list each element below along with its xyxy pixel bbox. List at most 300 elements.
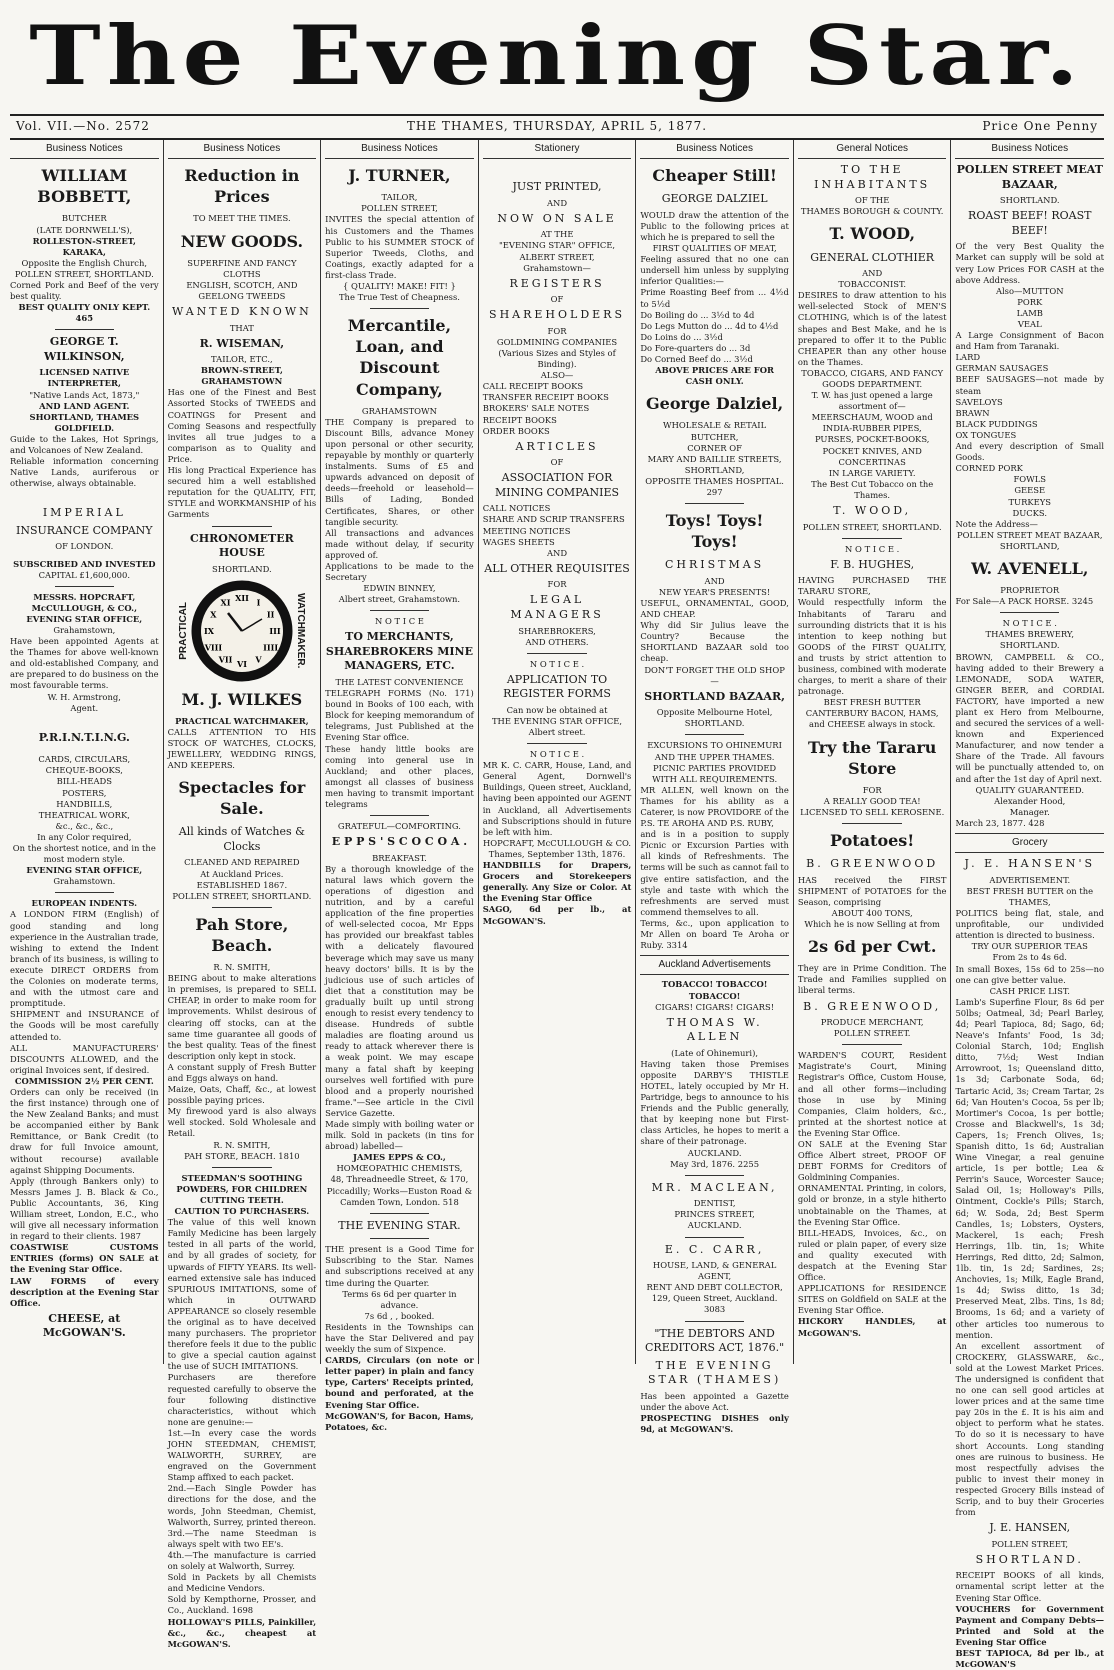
advert-text: ABOVE PRICES ARE FOR CASH ONLY. (655, 365, 775, 387)
advert-subheading: T. WOOD, (833, 504, 912, 517)
clock-right-label: WATCHMAKER. (295, 592, 307, 669)
advert-text: ESTABLISHED 1867. (196, 879, 288, 890)
advert-text: PICNIC PARTIES PROVIDED WITH ALL REQUIREMENTS. (652, 762, 778, 784)
divider (842, 538, 901, 539)
advert-text: CIGARS! CIGARS! CIGARS! (655, 1001, 775, 1012)
column-header: Business Notices (168, 140, 317, 159)
advert-text: COMMISSION 2½ PER CENT. (14, 1075, 154, 1086)
advert-text: ABOUT 400 TONS, (831, 907, 913, 918)
advert-text: A Large Consignment of Bacon and Ham from Taranaki. (955, 330, 1105, 352)
advert-text: Sold in Packets by all Chemists and Medicine Vendors. (167, 1572, 317, 1594)
advert-text: OF THE (855, 195, 890, 206)
advert-text: Has been appointed a Gazette under the above Act. (640, 1390, 789, 1412)
advert-text: SHIPMENT and INSURANCE of the Goods will be most carefully attended to. (10, 1009, 159, 1042)
advert-text: SAVELOYS (955, 396, 1003, 407)
advert-subheading: All kinds of Watches & Clocks (178, 825, 305, 853)
advert-text: &c., &c., &c., (55, 820, 114, 831)
advert-text: Which he is now Selling at from (804, 919, 940, 930)
advert-text: MEERSCHAUM, WOOD and INDIA-RUBBER PIPES, (811, 412, 933, 434)
advert-text: GERMAN SAUSAGES (955, 363, 1049, 374)
advert-text: Terms, &c., upon application to Mr Allen on board Te Aroha or Ruby. 3314 (640, 917, 789, 951)
column-header: Business Notices (640, 140, 789, 159)
advert-text: A LONDON FIRM (English) of good standing and long experience in the Australian trade, wishing to extend the Indent branch of its business, is willing to execute DIRECT ORDERS from the Colonies on moderate terms, and with the utmost care and promptitude. (10, 909, 159, 1009)
advert-text: T. W. has just opened a large assortment of— (811, 390, 933, 412)
advert-text: And every description of Small Goods. (955, 441, 1105, 463)
advert-text: Applications to be made to the Secretary (325, 560, 474, 583)
advert-text: BROWN-STREET, GRAHAMSTOWN (200, 365, 283, 387)
advert-text: AUCKLAND. (687, 1220, 742, 1231)
advert-text: THE LATEST CONVENIENCE (335, 677, 464, 687)
advert-text: OF (550, 294, 564, 305)
advert-text: IN LARGE VARIETY. (828, 467, 916, 478)
advert-text: TELEGRAPH FORMS (No. 171) bound in Books of 100 each, with Block for keeping memorandum of telegrams, Just Published at the Evening Star office. (325, 688, 474, 743)
advert-headline: Spectacles for Sale. (178, 778, 306, 819)
advert-text: WARDEN'S COURT, Resident Magistrate's Court, Mining Registrar's Office, Custom House, and all other forms—including those in use by Mining Companies, Claim holders, &c., printed at the shortest notice at the Evening Star Office. (797, 1050, 947, 1138)
advert-subheading: ALL OTHER REQUISITES (484, 561, 630, 575)
column-header: General Notices (798, 140, 947, 159)
divider (212, 526, 271, 527)
advert-text: BEING about to make alterations in premises, is prepared to SELL CHEAP, in order to make room for improvements. Whilst desirous of clearing off stocks, can at the same time guarantee all goods of the best quality. Teas of the finest description only kept in stock. (167, 973, 317, 1061)
advert-text: By a thorough knowledge of the natural laws which govern the operations of digestion and nutrition, and by a careful application of the fine properties of well-selected cocoa, Mr Epps has provided our breakfast tables with a delicately flavoured beverage which may save us many heavy doctors' bills. It is by the judicious use of such articles of diet that a constitution may be gradually built up until strong enough to resist every tendency to disease. Hundreds of subtle maladies are floating around us ready to attack wherever there is a weak point. We may escape many a fatal shaft by keeping ourselves well fortified with pure blood and a properly nourished frame."—See article in the Civil Service Gazette. (325, 863, 474, 1118)
advert-text: TO MEET THE TIMES. (193, 213, 291, 224)
advert-text: Why did Sir Julius leave the Country? Because the SHORTLAND BAZAAR sold too cheap. (640, 620, 789, 664)
advert-text: RECEIPT BOOKS of all kinds, ornamental script letter at the Evening Star Office. (955, 1570, 1105, 1603)
divider (55, 586, 114, 587)
section-subheader: Auckland Advertisements (640, 955, 789, 975)
advert-subheading: IMPERIAL (42, 506, 126, 520)
advert-headline: W. AVENELL, (971, 558, 1089, 578)
advert-text: These handy little books are coming into general use in Auckland; and other places, amongst all classes of business men having to transmit important telegrams (325, 743, 474, 810)
advert-text: At Auckland Prices. (200, 868, 284, 879)
column-6 (793, 140, 951, 1364)
advert-text: BILL-HEADS, Invoices, &c., on ruled or plain paper, of every size and quality executed with despatch at the Evening Star Office. (797, 1227, 947, 1283)
advert-text: CAPITAL £1,600,000. (38, 569, 130, 580)
advert-text: His long Practical Experience has secured him a well established reputation for the QUALITY, FIT, STYLE and WORKMANSHIP of his Garments (167, 465, 317, 520)
advert-text: ORDER BOOKS (482, 425, 550, 436)
advert-text: TOBACCO! TOBACCO! TOBACCO! (661, 979, 768, 1001)
advert-text: CANTERBURY BACON, HAMS, and CHEESE always in stock. (805, 708, 939, 730)
advert-text: Can now be obtained at (506, 704, 608, 715)
advert-subheading: SHORTLAND. (975, 1552, 1084, 1566)
advert-text: HICKORY HANDLES, at McGOWAN'S. (797, 1316, 947, 1338)
advert-text: FOR (547, 325, 567, 336)
divider (842, 1044, 901, 1045)
advert-text: TOBACCO, CIGARS, AND FANCY GOODS DEPARTMENT. (801, 367, 944, 389)
advert-text: Corned Pork and Beef of the very best quality. (10, 279, 159, 302)
advert-text: POLITICS being flat, stale, and unprofitable, our undivided attention is directed to business. (955, 908, 1105, 941)
advert-text: HOMŒOPATHIC CHEMISTS, (336, 1163, 463, 1174)
advert-text: Do Fore-quarters do ... 3d (640, 342, 751, 353)
advert-text: SHARE AND SCRIP TRANSFERS (482, 514, 625, 525)
advert-text: EUROPEAN INDENTS. (31, 898, 138, 909)
advert-text: OF (550, 457, 564, 468)
advert-text: R. N. SMITH, (213, 962, 271, 973)
advert-text: SHORTLAND. (684, 718, 745, 729)
advert-text: PROSPECTING DISHES only 9d, at McGOWAN'S. (640, 1412, 789, 1434)
advert-text: POLLEN STREET, SHORTLAND. (802, 521, 942, 532)
clock-left-label: PRACTICAL (177, 601, 189, 660)
advert-headline: WILLIAM BOBBETT, (37, 166, 132, 207)
advert-subheading: NOW ON SALE (497, 211, 617, 225)
advert-text: CARDS, CIRCULARS, (38, 754, 131, 765)
advert-text: { QUALITY! MAKE! FIT! } (343, 281, 456, 292)
advert-text: 2nd.—Each Single Powder has directions for the dose, and the words, John Steedman, Chemist, Walworth, Surrey, printed thereon. (167, 1483, 317, 1527)
advert-text: N O T I C E (374, 616, 424, 627)
advert-text: DUCKS. (1012, 507, 1048, 518)
advert-text: Agent. (70, 702, 99, 713)
advert-text: N O T I C E . (529, 658, 585, 669)
advert-text: Do Corned Beef do ... 3½d (640, 354, 753, 365)
advert-text: A constant supply of Fresh Butter and Eggs always on hand. (167, 1061, 317, 1083)
advert-text: BUTCHER (61, 213, 107, 224)
advert-text: R. N. SMITH, (213, 1139, 271, 1150)
advert-text: OX TONGUES (955, 429, 1017, 440)
advert-text: COASTWISE CUSTOMS ENTRIES (forms) ON SALE at the Evening Star Office. (10, 1242, 159, 1275)
advert-text: Grahamstown— (523, 262, 591, 273)
advert-text: TAILOR, ETC., (211, 354, 273, 365)
advert-text: CALLS ATTENTION TO HIS STOCK OF WATCHES, CLOCKS, JEWELLERY, WEDDING RINGS, AND KEEPERS. (167, 726, 317, 771)
advert-text: Orders can only be received (in the first instance) through one of the New Zealand Banks; and must be accompanied either by Bank Remittance, or Bank Credit (to draw for full Invoice amount, without recourse) available against Shipping Documents. (10, 1086, 159, 1175)
advert-text: From 2s to 4s 6d. (992, 952, 1067, 963)
divider (685, 1175, 744, 1176)
advert-text: TURKEYS (1008, 496, 1052, 507)
advert-subheading: "THE DEBTORS AND CREDITORS ACT, 1876." (645, 1326, 785, 1355)
advert-text: A REALLY GOOD TEA! (823, 795, 921, 806)
advert-text: STEEDMAN'S SOOTHING POWDERS, FOR CHILDREN CUTTING TEETH. (176, 1172, 308, 1205)
advert-text: FOR (862, 784, 882, 795)
advert-text: BREAKFAST. (372, 852, 427, 863)
advert-subheading: E P P S ' S C O C O A . (331, 835, 468, 849)
advert-text: POLLEN STREET, (361, 203, 438, 214)
column-header: Business Notices (325, 140, 474, 159)
advert-text: BROWN, CAMPBELL & CO., having added to their Brewery a LEMONADE, SODA WATER, GINGER BEER, and CORDIAL FACTORY, have imported a new plant ex Hero from Melbourne, and secured the services of a well-known and Experienced Manufacturer, and now tender a Share of the Trade. All favours will be punctually attended to, on and after the 1st day of April next. (955, 651, 1105, 784)
column-header: Stationery (483, 140, 632, 159)
advert-text: LICENSED TO SELL KEROSENE. (800, 806, 945, 817)
spacer (10, 489, 159, 503)
advert-text: LAMB (1016, 307, 1043, 318)
advert-text: BEST FRESH BUTTER (823, 697, 921, 708)
advert-text: SHORTLAND. (212, 563, 272, 574)
advert-text: AND (862, 268, 883, 279)
advert-text: (Late of Ohinemuri), (671, 1047, 759, 1058)
advert-text: QUALITY GUARANTEED. (975, 784, 1084, 795)
advert-text: EVENING STAR OFFICE, (26, 865, 143, 876)
advert-text: Opposite the English Church, (21, 257, 148, 268)
dateline (10, 114, 1104, 140)
advert-text: Feeling assured that no one can undersell him unless by supplying inferior Qualities:— (640, 254, 789, 287)
section-subheader: Grocery (955, 833, 1104, 853)
column-4 (478, 140, 636, 1364)
divider (685, 1321, 744, 1322)
advert-text: March 23, 1877. 428 (955, 817, 1045, 828)
advert-text: HANDBILLS for Drapers, Grocers and Storekeepers generally. Any Size or Color. At the Evening Star Office (482, 860, 632, 904)
advert-text: N O T I C E . (529, 749, 585, 760)
advert-text: Do Legs Mutton do ... 4d to 4½d (640, 320, 779, 331)
advert-subheading: JUST PRINTED, (512, 180, 602, 194)
advert-headline: Potatoes! (830, 831, 915, 851)
advert-text: TAILOR, (381, 192, 418, 203)
advert-text: Having taken those Premises opposite DARBY'S THISTLE HOTEL, lately occupied by Mr H. Partridge, begs to announce to his Friends and the Public generally, that by keeping none but First-class Articles, he hopes to merit a share of their patronage. (640, 1058, 789, 1147)
advert-text: (LATE DORNWELL'S), (36, 224, 133, 235)
advert-text: Lamb's Superfine Flour, 8s 6d per 50lbs; Oatmeal, 3d; Pearl Barley, 4d; Pearl Tapioca, 8d; Sago, 6d; Neave's Infants' Food, 1s 3d; Colonial Starch, 10d; English ditto, 7½d; West Indian Arrowroot, 1s; Queensland ditto, 1s 3d; Carbonate Soda, 6d; Tartaric Acid, 3s; Cream Tartar, 2s 6d; Van Houten's Cocoa, 5s per lb; Mortimer's Cocoa, 1s per bottle; Crosse and Blackwell's, 1s 3d; Capers, 1s; French Olives, 1s; Spanish ditto, 1s 6d; Australian Wine Vinegar, a real genuine article, 1s per bottle; Lea & Perrin's Sauce, Worcester Sauce; Salad Oil, 1s; Holloway's Pills, Ointment, Cockle's Pills; Starch, 6d; W. Soda, 2d; Best Sperm Candles, 1s; Lobsters, Oysters, Mackerel, 1s each; Fresh Herrings, 1lb. tin, 1s; White Herrings, Red ditto, 2d; Salmon, 1lb. tin, 1s 2d; Sardines, 2s; Anchovies, 1s; Milk, Eagle Brand, 1s 4d; Swiss ditto, 1s 3d; Preserved Meat, 2lbs. Tins, 1s 8d; Brooms, 1s 6d; and a variety of other articles too numerous to mention. (955, 996, 1105, 1340)
advert-text: ENGLISH, SCOTCH, AND GEELONG TWEEDS (186, 279, 298, 301)
advert-subheading: TO THE INHABITANTS (814, 163, 931, 191)
divider (370, 1238, 429, 1239)
advert-text: ROLLESTON-STREET, KARAKA, (32, 235, 136, 257)
advert-headline: Toys! Toys! Toys! (665, 511, 764, 552)
divider (55, 892, 114, 893)
advert-text: An excellent assortment of CROCKERY, GLASSWARE, &c., sold at the Lowest Market Prices. The undersigned is confident that no one can sell good articles at lower prices and at the same time pay 20s in the £. It is his aim and object to perform what he states. To do so it is necessary to have short Accounts. Long standing ones are ruinous to business. He most respectfully advises the public to invest their money in respected Grocery Bills instead of Scrip, and to buy their Groceries from (955, 1340, 1105, 1518)
advert-subheading: ARTICLES (515, 439, 599, 453)
advert-text: DESIRES to draw attention to his well-selected Stock of MEN'S CLOTHING, which is of the latest shapes and Best Make, and he is prepared to offer it to the Public CHEAPER than any other house on the Thames. (797, 290, 947, 367)
advert-text: CORNED PORK (955, 463, 1023, 474)
divider (212, 907, 271, 908)
advert-text: Do Loins do ... 3½d (640, 331, 723, 342)
advert-text: In small Boxes, 15s 6d to 25s—no one can give better value. (955, 963, 1105, 985)
advert-text: THAMES BREWERY, SHORTLAND. (985, 629, 1074, 651)
advert-text: "Native Lands Act, 1873," (29, 389, 140, 400)
clock-illustration (168, 579, 317, 683)
advert-text: N O T I C E . (845, 543, 900, 554)
advert-text: GEESE (1014, 485, 1046, 496)
divider (370, 815, 429, 816)
advert-text: W. H. Armstrong, (47, 691, 121, 702)
clock-numeral: X (210, 609, 217, 620)
divider (370, 1213, 429, 1214)
advert-text: SAGO, 6d per lb., at McGOWAN'S. (482, 904, 632, 926)
advert-headline: Pah Store, Beach. (195, 914, 289, 955)
advert-text: EVENING STAR OFFICE, (26, 613, 143, 624)
advert-text: AT THE (540, 229, 574, 240)
advert-text: VOUCHERS for Government Payment and Company Debts—Printed and Sold at the Evening Star Office (955, 1603, 1105, 1647)
issue-date: THE THAMES, THURSDAY, APRIL 5, 1877. (406, 119, 708, 133)
advert-text: MR K. C. CARR, House, Land, and General Agent, Dornwell's Buildings, Queen street, Auckland, having been appointed our AGENT in Auckland, all Advertisements and Subscriptions should in future be left with him. (482, 760, 632, 837)
advert-subheading: WANTED KNOWN (171, 304, 312, 318)
clock-face-icon (190, 579, 294, 683)
advert-text: McGOWAN'S, for Bacon, Hams, Potatoes, &c. (325, 1410, 474, 1432)
newspaper-title: The Evening Star. (29, 7, 1085, 104)
advert-text: PORK (1017, 296, 1043, 307)
advert-subheading: THE EVENING STAR (THAMES) (647, 1358, 782, 1387)
masthead (0, 0, 1114, 112)
spacer (10, 714, 159, 728)
advert-text: THE Company is prepared to Discount Bills, advance Money upon personal or other security, repayable by monthly or quarterly instalments. Sums of £5 and upwards advanced on deposit of deeds—freehold or leasehold—Bills of Lading, Bonded Certificates, Shares, or other tangible security. (325, 416, 474, 527)
advert-text: ON SALE at the Evening Star Office Albert street, PROOF OF DEBT FORMS for Creditors of Goldmining Companies. (797, 1138, 947, 1183)
advert-subheading: SHAREHOLDERS (489, 308, 625, 322)
advert-text: SUBSCRIBED AND INVESTED (13, 558, 156, 569)
advert-subheading: CHRISTMAS (664, 558, 765, 572)
advert-headline: NEW GOODS. (180, 231, 304, 251)
advert-text: EDWIN BINNEY, (363, 583, 436, 594)
advert-subheading: THE EVENING STAR. (338, 1218, 461, 1232)
advert-subheading: F. B. HUGHES, (830, 557, 915, 571)
advert-text: EXCURSIONS TO OHINEMURI AND THE UPPER THAMES. (647, 740, 782, 762)
divider (842, 823, 901, 824)
advert-text: The value of this well known Family Medicine has been largely tested in all parts of the world, and by all grades of society, for upwards of FIFTY YEARS. Its well-earned extensive sale has induced SPURIOUS IMITATIONS, some of which in OUTWARD APPEARANCE so closely resemble the original as to have deceived many purchasers. The proprietor therefore feels it due to the public to give a special caution against the use of SUCH IMITATIONS. (167, 1217, 317, 1372)
advert-text: SHAREBROKERS, (518, 625, 596, 636)
advert-headline: M. J. WILKES (181, 689, 303, 709)
advert-text: For Sale—A PACK HORSE. 3245 (955, 596, 1094, 607)
advert-text: TRANSFER RECEIPT BOOKS (482, 392, 609, 403)
advert-text: BLACK PUDDINGS (955, 418, 1038, 429)
advert-text: Prime Roasting Beef from ... 4½d to 5½d (640, 287, 789, 309)
advert-text: JAMES EPPS & CO., (353, 1152, 446, 1163)
advert-subheading: R. WISEMAN, (199, 336, 285, 350)
advert-subheading: B. GREENWOOD (806, 857, 939, 871)
advert-text: Note the Address— (955, 518, 1038, 529)
advert-text: WOULD draw the attention of the Public to the following prices at which he is prepared to sell the (640, 209, 789, 242)
advert-text: Manager. (1009, 806, 1050, 817)
clock-numeral: III (269, 625, 281, 636)
advert-text: CHEQUE-BOOKS, (45, 765, 123, 776)
advert-subheading: GEORGE T. WILKINSON, (43, 335, 125, 363)
advert-text: HOLLOWAY'S PILLS, Painkiller, &c., &c., cheapest at McGOWAN'S. (167, 1616, 317, 1649)
advert-text: WHOLESALE & RETAIL BUTCHER, (663, 420, 767, 442)
advert-text: AND LAND AGENT. (39, 400, 130, 411)
advert-text: FOWLS (1013, 474, 1047, 485)
advert-headline: Mercantile, Loan, and Discount Company, (347, 316, 452, 399)
clock-numeral: V (255, 654, 262, 665)
advert-text: Have been appointed Agents at the Thames for above well-known and old-established Company, and are prepared to do business on the most favourable terms. (10, 636, 159, 691)
advert-text: LARD (955, 352, 981, 363)
advert-text: Reliable information concerning Native Lands, auriferous or otherwise, always obtainable. (10, 456, 159, 489)
advert-text: CARDS, Circulars (on note or letter paper) in plain and fancy type, Carters' Receipts printed, bound and perforated, at the Evening Star Office. (325, 1355, 474, 1410)
advert-text: AND (704, 575, 725, 586)
advert-text: HOUSE, LAND, & GENERAL AGENT, (652, 1260, 777, 1282)
advert-text: RENT AND DEBT COLLECTOR, (646, 1282, 783, 1293)
advert-text: FOR (547, 579, 567, 590)
advert-subheading: POLLEN STREET MEAT BAZAAR, (956, 163, 1103, 191)
advert-text: NEW YEAR'S PRESENTS! (658, 586, 771, 597)
advert-text: GRAHAMSTOWN (361, 405, 437, 416)
advert-subheading: J. E. HANSEN, (989, 1521, 1071, 1535)
advert-text: SHORTLAND, (999, 540, 1060, 551)
advert-text: MARY AND BAILLIE STREETS, (647, 453, 782, 464)
advert-text: BEST TAPIOCA, 8d per lb., at McGOWAN'S (955, 1647, 1105, 1670)
advert-text: 7s 6d , , booked. (364, 1310, 435, 1321)
divider (685, 503, 744, 504)
advert-text: 1st.—In every case the words JOHN STEEDMAN, CHEMIST, WALWORTH, SURREY, are engraved on the Government Stamp affixed to each packet. (167, 1427, 317, 1483)
column-1 (6, 140, 163, 1364)
advert-text: FIRST QUALITIES OF MEAT, (652, 243, 777, 254)
divider (1000, 612, 1059, 613)
advert-text: TRY OUR SUPERIOR TEAS (971, 941, 1088, 952)
advert-text: POLLEN STREET, SHORTLAND. (14, 268, 154, 279)
advert-text: Has one of the Finest and Best Assorted Stocks of TWEEDS and COATINGS for Present and Coming Seasons and respectfully invites all true judges to a comparison as to Quality and Price. (167, 387, 317, 464)
advert-text: SHORTLAND. (999, 195, 1060, 206)
advert-text: Thames, September 13th, 1876. (488, 848, 626, 859)
divider (212, 1167, 271, 1168)
advert-text: USEFUL, ORNAMENTAL, GOOD, AND CHEAP. (640, 598, 789, 620)
advert-text: GRATEFUL—COMFORTING. (337, 821, 461, 832)
divider (55, 329, 114, 330)
advert-text: Would respectfully inform the Inhabitants of Tararu and surrounding districts that it is his intention to keep nothing but GOODS of the FIRST QUALITY, and trusts by strict attention to business, combined with moderate charges, to merit a share of their patronage. (797, 597, 947, 697)
advert-text: Opposite Melbourne Hotel, (656, 707, 773, 718)
advert-subheading: CHRONOMETER HOUSE (189, 531, 294, 560)
advert-text: CORNER OF (687, 442, 742, 453)
advert-text: PROPRIETOR (1000, 585, 1060, 596)
advert-subheading: CHEESE, at McGOWAN'S. (42, 1311, 126, 1340)
clock-numeral: II (266, 609, 275, 620)
advert-text: Also—MUTTON (995, 285, 1064, 296)
column-7 (950, 140, 1108, 1670)
clock-numeral: IIII (262, 642, 278, 653)
advert-text: CASH PRICE LIST. (989, 985, 1070, 996)
advert-text: ADVERTISEMENT. (989, 874, 1071, 885)
divider (527, 653, 586, 654)
advert-text: 48, Threadneedle Street, & 170, Piccadilly; Works—Euston Road & Camden Town, London. 518 (326, 1174, 473, 1207)
advert-text: "EVENING STAR" OFFICE, (498, 240, 616, 251)
advert-text: AND (546, 197, 568, 208)
advert-text: POLLEN STREET MEAT BAZAAR, (957, 529, 1103, 540)
clock-numeral: VII (218, 654, 233, 665)
advert-text: SHORTLAND, THAMES GOLDFIELD. (29, 411, 140, 433)
advert-text: POLLEN STREET, (991, 1538, 1069, 1549)
advert-text: Apply (through Bankers only) to Messrs James J. B. Black & Co., Public Accountants, 36, King William street, London, E.C., who will give all necessary information in regard to their clients. 1987 (10, 1175, 159, 1242)
advert-text: PRODUCE MERCHANT, (820, 1017, 924, 1028)
advert-headline: Try the Tararu Store (807, 737, 937, 778)
divider (685, 1237, 744, 1238)
advert-subheading: APPLICATION TO REGISTER FORMS (503, 672, 611, 701)
advert-text: ALBERT STREET, (519, 251, 595, 262)
advert-text: ORNAMENTAL Printing, in colors, gold or bronze, in a style hitherto unobtainable on the Thames, at the Evening Star Office. (797, 1183, 947, 1227)
advert-text: THAMES BOROUGH & COUNTY. (800, 206, 944, 217)
advert-text: BEST QUALITY ONLY KEPT. 465 (18, 302, 151, 324)
advert-text: AND OTHERS. (525, 636, 589, 647)
advert-subheading: MR. MACLEAN, (651, 1180, 778, 1194)
advert-text: On the shortest notice, and in the most modern style. (12, 843, 156, 865)
advert-subheading: E. C. CARR, (664, 1242, 765, 1256)
advert-text: DON'T FORGET THE OLD SHOP— (644, 664, 785, 686)
advert-text: BRAWN (955, 407, 990, 418)
advert-subheading: SHORTLAND BAZAAR, (644, 689, 785, 703)
advert-text: OPPOSITE THAMES HOSPITAL. 297 (645, 475, 784, 497)
advert-headline: 2s 6d per Cwt. (807, 937, 937, 957)
advert-subheading: GEORGE DALZIEL (661, 192, 768, 206)
advert-text: They are in Prime Condition. The Trade and Families supplied on liberal terms. (797, 963, 947, 996)
advert-text: All transactions and advances made without delay, if security approved of. (325, 527, 474, 560)
clock-numeral: XII (235, 592, 249, 603)
advert-text: Maize, Oats, Chaff, &c., at lowest possible paying prices. (167, 1084, 317, 1106)
advert-subheading: LEGAL MANAGERS (510, 593, 604, 621)
advert-headline: Reduction in Prices (184, 166, 300, 207)
advert-text: THAT (229, 322, 254, 333)
advert-text: CALL NOTICES (482, 503, 551, 514)
advert-headline: George Dalziel, (646, 394, 784, 414)
advert-text: VEAL (1017, 319, 1042, 329)
advert-subheading: B. GREENWOOD, (803, 999, 942, 1013)
clock-numeral: VI (236, 658, 247, 669)
columns-container (6, 140, 1108, 1670)
advert-text: Do Boiling do ... 3½d to 4d (640, 309, 755, 320)
advert-text: HAVING PURCHASED THE TARARU STORE, (797, 575, 947, 597)
advert-text: ALL MANUFACTURERS' DISCOUNTS ALLOWED, and the original Invoices sent, if desired. (10, 1042, 159, 1075)
advert-text: CAUTION TO PURCHASERS. (174, 1206, 310, 1217)
advert-text: HOPCRAFT, McCULLOUGH & CO. (482, 837, 632, 848)
advert-text: THEATRICAL WORK, (38, 809, 130, 820)
advert-text: TOBACCONIST. (838, 279, 907, 290)
advert-text: THE present is a Good Time for Subscribing to the Star. Names and subscriptions received at any time during the Quarter. (325, 1244, 474, 1288)
clock-numeral: I (256, 597, 261, 608)
advert-subheading: ROAST BEEF! ROAST BEEF! (968, 209, 1092, 237)
advert-text: (Various Sizes and Styles of Binding). (498, 348, 616, 370)
advert-text: BEEF SAUSAGES—not made by steam (955, 374, 1105, 396)
advert-text: Grahamstown, (53, 625, 116, 635)
advert-text: PAH STORE, BEACH. 1810 (184, 1150, 300, 1161)
advert-text: OF LONDON. (55, 541, 114, 552)
advert-subheading: J. E. HANSEN'S (964, 857, 1095, 871)
column-2 (163, 140, 321, 1649)
